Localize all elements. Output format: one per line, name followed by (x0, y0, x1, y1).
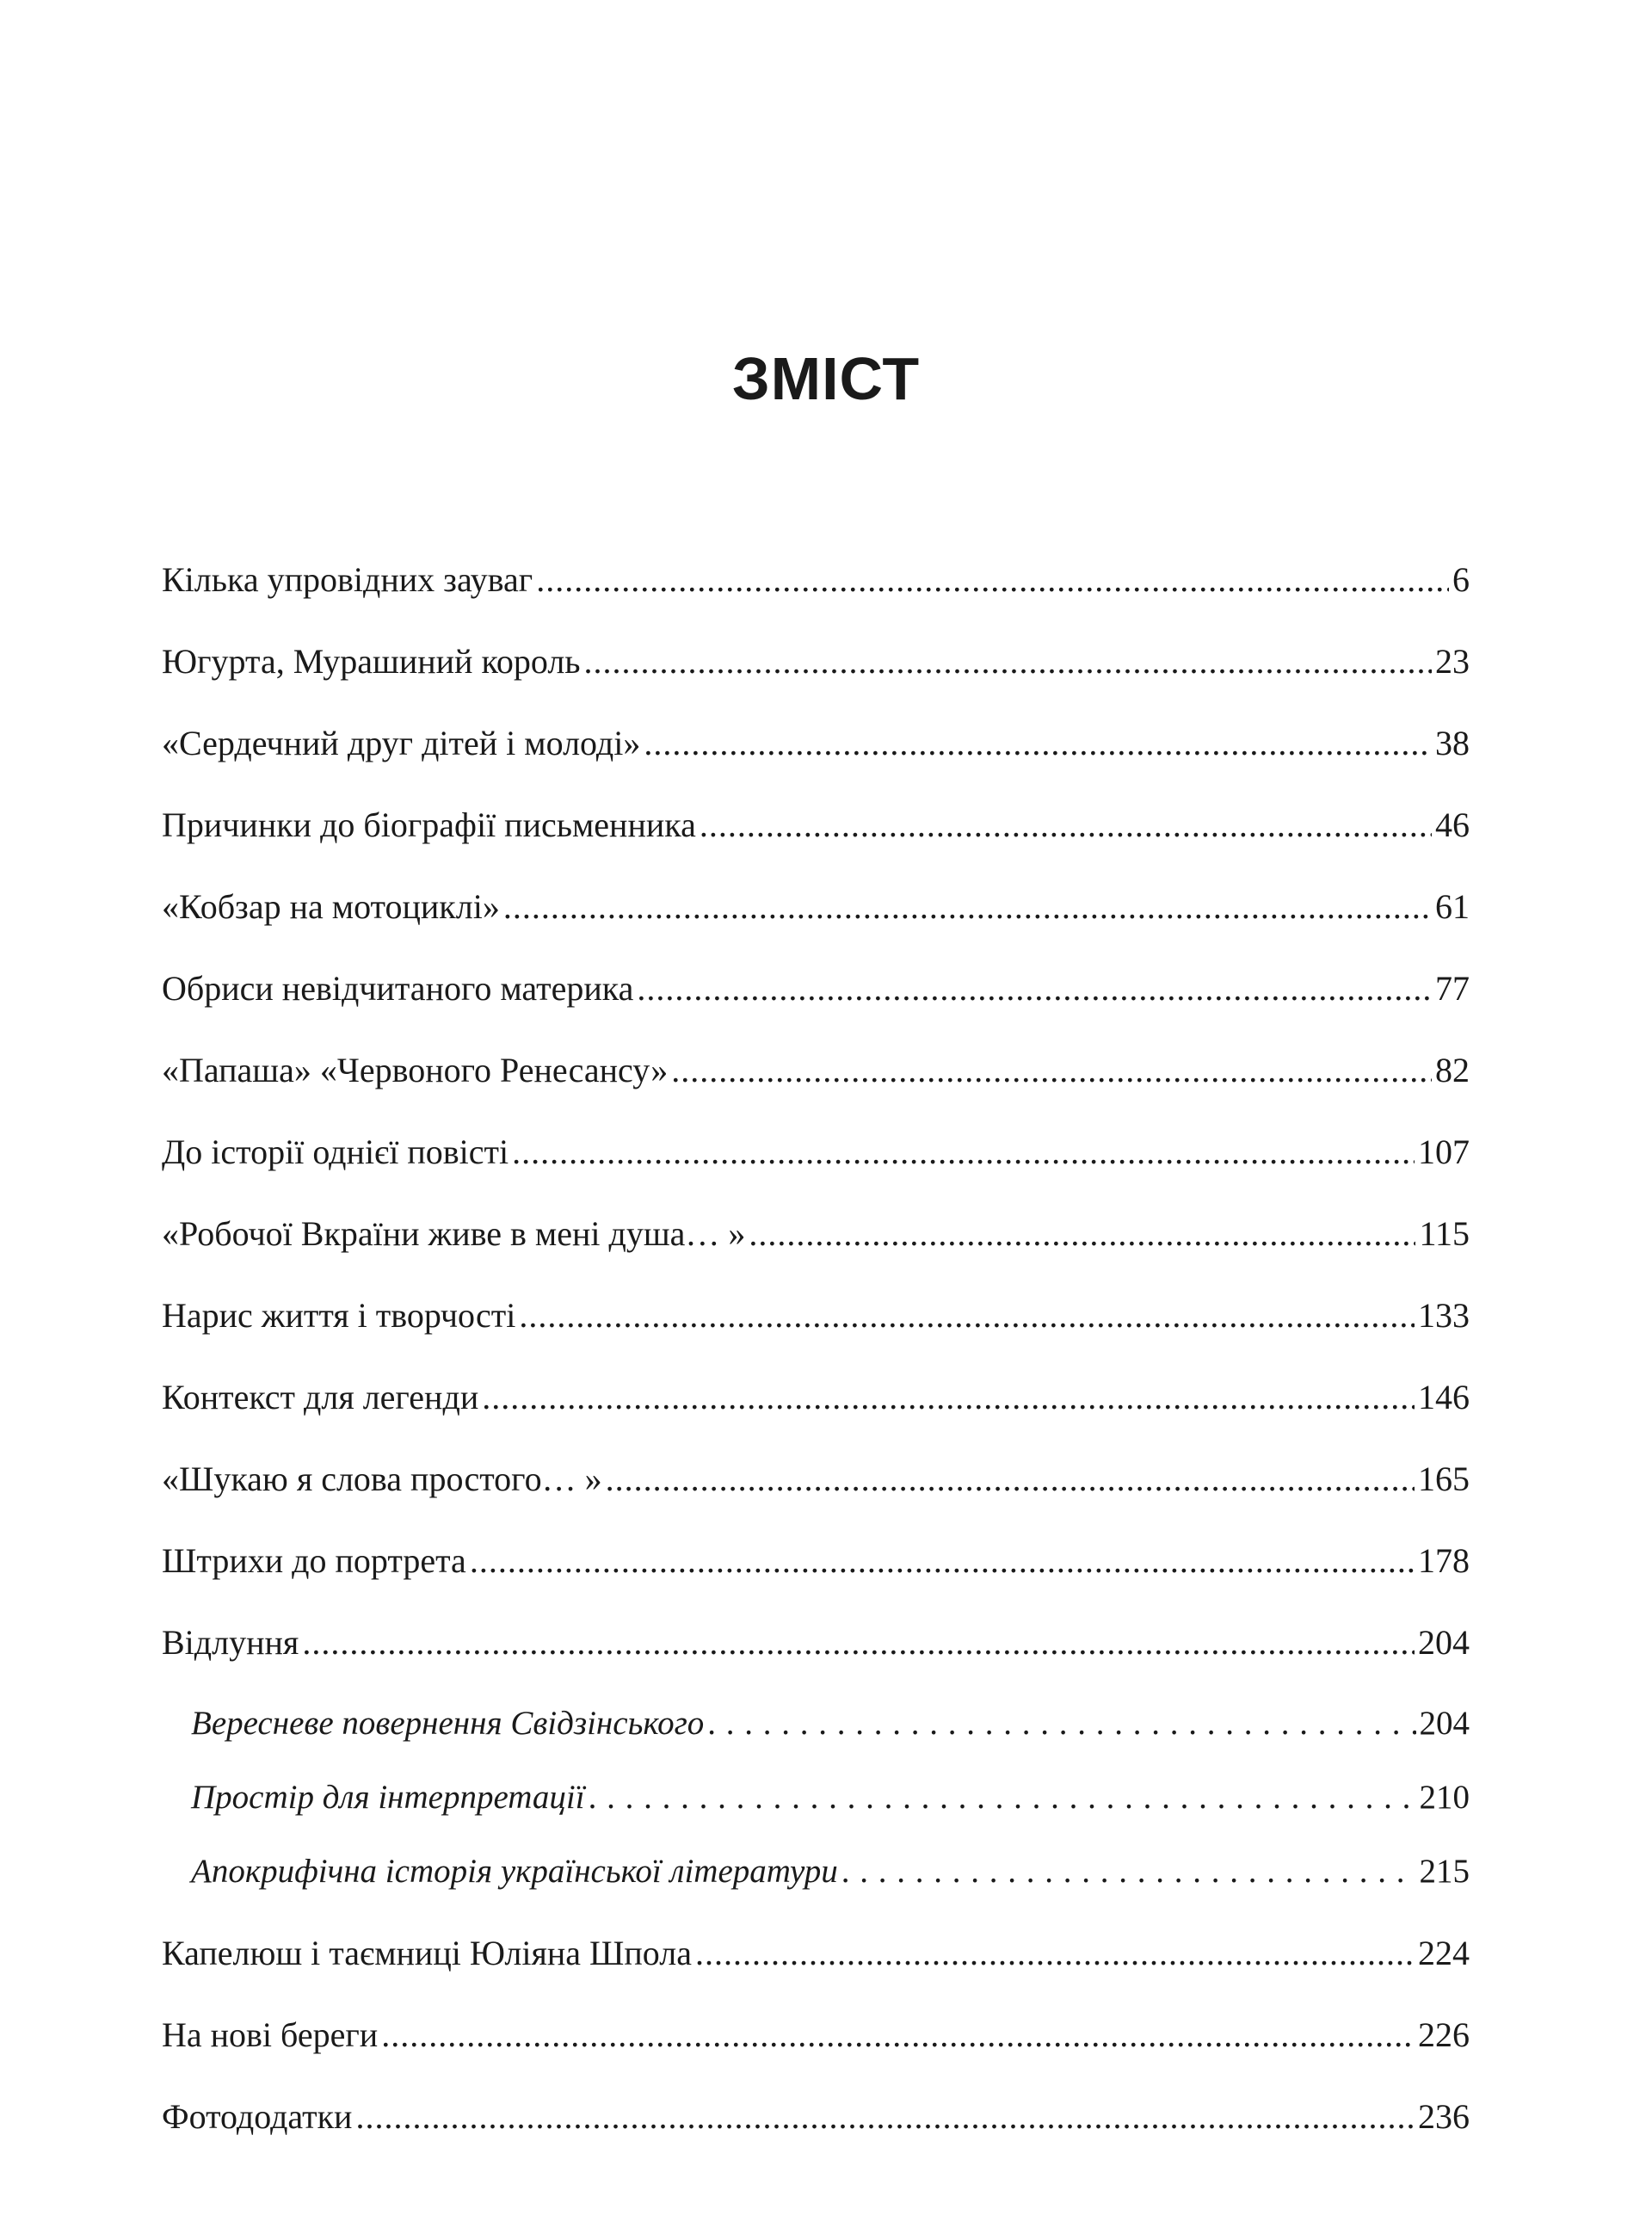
toc-entry-title: Капелюш і таємниці Юліяна Шпола (162, 1934, 692, 1972)
toc-entry-page: 82 (1435, 1051, 1470, 1089)
toc-entry-page: 77 (1435, 969, 1470, 1008)
toc-subentry-page: 210 (1419, 1779, 1470, 1816)
toc-entry[interactable] (162, 641, 1470, 723)
toc-entry[interactable] (162, 1540, 1470, 1622)
toc-entry-page: 107 (1418, 1132, 1470, 1171)
toc-entry-title: «Робочої Вкраїни живе в мені душа… » (162, 1214, 746, 1253)
toc-entry[interactable] (162, 2096, 1470, 2178)
dot-leader (355, 2096, 1415, 2137)
toc-entry-page: 115 (1419, 1214, 1470, 1253)
toc-entry-page: 6 (1452, 560, 1470, 599)
toc-entry-page: 61 (1435, 887, 1470, 926)
toc-entry-page: 165 (1418, 1459, 1470, 1498)
toc-entry-title: Фотододатки (162, 2097, 353, 2136)
toc-entry[interactable] (162, 1459, 1470, 1540)
toc-entry-page: 133 (1418, 1296, 1470, 1335)
toc-entry[interactable] (162, 1132, 1470, 1213)
toc-entry[interactable] (162, 2015, 1470, 2096)
toc-entry[interactable] (162, 1622, 1470, 1704)
toc-subentry-title: Апокрифічна історія української літератури (191, 1853, 838, 1890)
table-of-contents (162, 559, 1470, 2178)
dot-leader (482, 1377, 1415, 1417)
toc-entry-title: «Сердечний друг дітей і молоді» (162, 724, 641, 762)
toc-entry[interactable] (162, 1295, 1470, 1377)
toc-entry-title: Відлуння (162, 1623, 299, 1662)
toc-entry-page: 236 (1418, 2097, 1470, 2136)
toc-entry-title: «Кобзар на мотоциклі» (162, 887, 500, 926)
toc-subentry-page: 215 (1419, 1853, 1470, 1890)
toc-entry-page: 224 (1418, 1934, 1470, 1972)
dot-leader (302, 1622, 1415, 1663)
toc-entry[interactable] (162, 1933, 1470, 2015)
dot-leader (606, 1459, 1415, 1499)
toc-subentry[interactable] (162, 1778, 1470, 1852)
toc-entry-title: Причинки до біографії письменника (162, 805, 696, 844)
toc-entry[interactable] (162, 805, 1470, 886)
toc-entry[interactable] (162, 1377, 1470, 1459)
toc-entry[interactable] (162, 559, 1470, 641)
dot-leader (519, 1295, 1415, 1336)
dot-leader (536, 559, 1449, 600)
dot-leader (671, 1050, 1432, 1090)
toc-entry-title: Нарис життя і творчості (162, 1296, 516, 1335)
toc-entry-title: Штрихи до портрета (162, 1541, 466, 1580)
toc-entry-title: Югурта, Мурашиний король (162, 642, 581, 681)
toc-entry-title: «Шукаю я слова простого… » (162, 1459, 602, 1498)
toc-entry-page: 23 (1435, 642, 1470, 681)
dot-leader (589, 1778, 1416, 1817)
toc-entry-page: 204 (1418, 1623, 1470, 1662)
toc-entry[interactable] (162, 968, 1470, 1050)
toc-entry-page: 226 (1418, 2015, 1470, 2054)
toc-entry-title: «Папаша» «Червоного Ренесансу» (162, 1051, 669, 1089)
dot-leader (584, 641, 1432, 682)
toc-entry[interactable] (162, 723, 1470, 805)
toc-entry-title: Контекст для легенди (162, 1378, 479, 1416)
toc-subentry-title: Простір для інтерпретації (191, 1779, 585, 1816)
toc-entry-page: 146 (1418, 1378, 1470, 1416)
toc-subentry[interactable] (162, 1704, 1470, 1778)
dot-leader (503, 886, 1432, 927)
dot-leader (700, 805, 1432, 845)
toc-entry-title: На нові береги (162, 2015, 379, 2054)
dot-leader (512, 1132, 1415, 1172)
dot-leader (695, 1933, 1415, 1973)
dot-leader (470, 1540, 1415, 1581)
toc-entry[interactable] (162, 1050, 1470, 1132)
toc-entry-page: 38 (1435, 724, 1470, 762)
toc-entry-title: Кілька упровідних зауваг (162, 560, 533, 599)
dot-leader (381, 2015, 1415, 2055)
dot-leader (749, 1213, 1415, 1254)
toc-entry[interactable] (162, 886, 1470, 968)
toc-entry-title: Обриси невідчитаного материка (162, 969, 634, 1008)
toc-subentry[interactable] (162, 1852, 1470, 1926)
dot-leader (637, 968, 1432, 1009)
toc-entry-page: 178 (1418, 1541, 1470, 1580)
dot-leader (644, 723, 1432, 763)
toc-subentry-page: 204 (1419, 1705, 1470, 1742)
dot-leader (707, 1704, 1415, 1743)
toc-subentry-title: Вересневе повернення Свідзінського (191, 1705, 705, 1742)
page-title: ЗМІСТ (731, 345, 921, 412)
toc-entry-page: 46 (1435, 805, 1470, 844)
toc-entry-title: До історії однієї повісті (162, 1132, 509, 1171)
toc-entry[interactable] (162, 1213, 1470, 1295)
dot-leader (841, 1852, 1416, 1891)
